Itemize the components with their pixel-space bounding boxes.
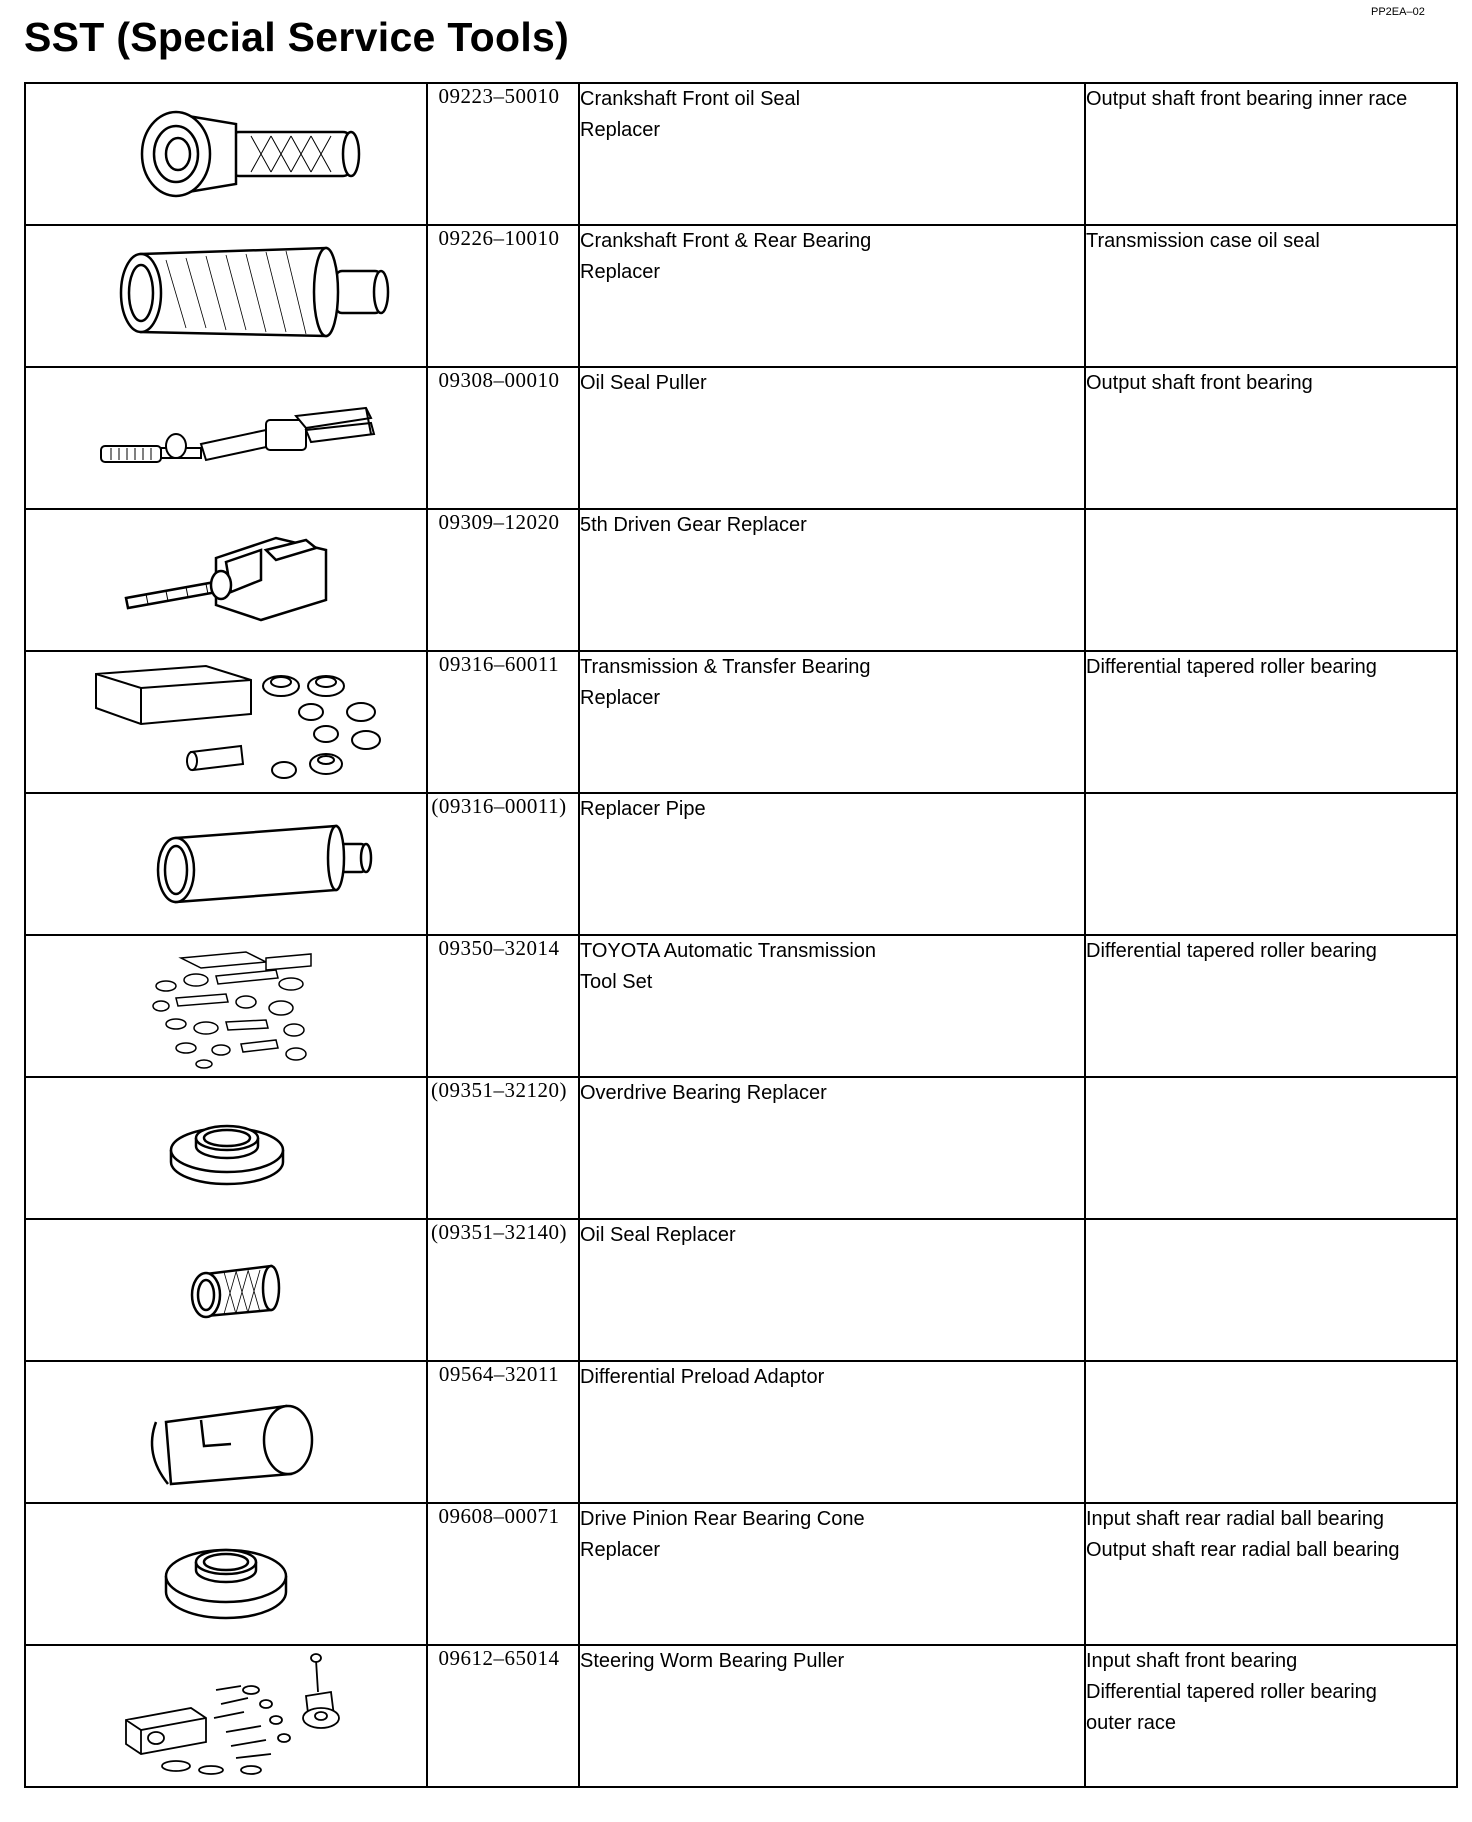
tool-name-line: Overdrive Bearing Replacer — [580, 1082, 827, 1104]
preload-adaptor-icon — [26, 1362, 426, 1502]
part-number: 09612–65014 — [438, 1646, 560, 1670]
tool-name-line: Crankshaft Front & Rear Bearing — [580, 230, 872, 252]
table-row — [25, 509, 1457, 651]
worm-bearing-puller-icon — [26, 1646, 426, 1786]
front-oil-seal-replacer-icon — [26, 84, 426, 224]
page-title: SST (Special Service Tools) — [24, 14, 570, 60]
part-number-cell — [427, 1219, 579, 1361]
usage-cell — [1085, 793, 1457, 935]
table-row — [25, 793, 1457, 935]
tool-name-line: Replacer Pipe — [580, 798, 706, 820]
tool-name-line: Replacer — [580, 261, 661, 283]
bearing-replacer-kit-icon — [26, 652, 426, 792]
bearing-cone-replacer-icon — [26, 1504, 426, 1644]
tool-name-line: Tool Set — [580, 971, 653, 993]
part-number: 09608–00071 — [438, 1504, 560, 1528]
usage-cell — [1085, 1645, 1457, 1787]
tool-illustration-cell — [25, 651, 427, 793]
tool-name-cell — [579, 367, 1085, 509]
tool-name-cell — [579, 1503, 1085, 1645]
driven-gear-replacer-icon — [26, 510, 426, 650]
tool-name-line: Drive Pinion Rear Bearing Cone — [580, 1508, 865, 1530]
part-number: 09309–12020 — [438, 510, 560, 534]
usage-line: Output shaft front bearing inner race — [1086, 88, 1408, 110]
tool-name-line: TOYOTA Automatic Transmission — [580, 940, 877, 962]
part-number-cell — [427, 935, 579, 1077]
tool-illustration-cell — [25, 367, 427, 509]
tool-name-cell — [579, 793, 1085, 935]
usage-cell — [1085, 83, 1457, 225]
usage-cell — [1085, 1077, 1457, 1219]
part-number: 09564–32011 — [438, 1362, 560, 1386]
part-number: (09351–32140) — [431, 1220, 567, 1244]
tool-illustration-cell — [25, 83, 427, 225]
tool-name-line: Oil Seal Puller — [580, 372, 707, 394]
part-number: (09316–00011) — [431, 794, 567, 818]
part-number-cell — [427, 509, 579, 651]
tool-set-icon — [26, 936, 426, 1076]
tool-name-line: Oil Seal Replacer — [580, 1224, 736, 1246]
part-number-cell — [427, 1077, 579, 1219]
bearing-replacer-icon — [26, 226, 426, 366]
tool-name-line: Replacer — [580, 687, 661, 709]
part-number: 09226–10010 — [438, 226, 560, 250]
usage-line: Differential tapered roller bearing — [1086, 656, 1377, 678]
usage-line: Differential tapered roller bearing — [1086, 940, 1377, 962]
usage-cell — [1085, 225, 1457, 367]
tool-illustration-cell — [25, 1077, 427, 1219]
tool-name-line: 5th Driven Gear Replacer — [580, 514, 807, 536]
usage-line: Output shaft rear radial ball bearing — [1086, 1539, 1400, 1561]
table-row — [25, 83, 1457, 225]
tool-name-line: Replacer — [580, 1539, 661, 1561]
tool-name-cell — [579, 1361, 1085, 1503]
usage-cell — [1085, 1219, 1457, 1361]
tool-name-cell — [579, 651, 1085, 793]
part-number-cell — [427, 793, 579, 935]
replacer-pipe-icon — [26, 794, 426, 934]
part-number-cell — [427, 225, 579, 367]
part-number: 09223–50010 — [438, 84, 560, 108]
table-row — [25, 935, 1457, 1077]
tool-name-cell — [579, 1645, 1085, 1787]
tool-name-cell — [579, 509, 1085, 651]
tool-name-line: Transmission & Transfer Bearing — [580, 656, 871, 678]
overdrive-bearing-replacer-icon — [26, 1078, 426, 1218]
tool-illustration-cell — [25, 793, 427, 935]
table-row — [25, 651, 1457, 793]
tool-illustration-cell — [25, 1361, 427, 1503]
usage-line: Input shaft rear radial ball bearing — [1086, 1508, 1384, 1530]
table-row — [25, 1503, 1457, 1645]
table-row — [25, 1645, 1457, 1787]
oil-seal-replacer-icon — [26, 1220, 426, 1360]
tool-name-cell — [579, 83, 1085, 225]
usage-cell — [1085, 935, 1457, 1077]
tool-name-line: Replacer — [580, 119, 661, 141]
usage-line: outer race — [1086, 1712, 1177, 1734]
part-number-cell — [427, 83, 579, 225]
part-number: 09308–00010 — [438, 368, 560, 392]
table-row — [25, 1077, 1457, 1219]
tool-illustration-cell — [25, 509, 427, 651]
tool-illustration-cell — [25, 1503, 427, 1645]
usage-cell — [1085, 651, 1457, 793]
oil-seal-puller-icon — [26, 368, 426, 508]
usage-line: Transmission case oil seal — [1086, 230, 1320, 252]
part-number-cell — [427, 651, 579, 793]
part-number-cell — [427, 1503, 579, 1645]
sst-table — [24, 82, 1458, 1788]
table-row — [25, 225, 1457, 367]
usage-line: Output shaft front bearing — [1086, 372, 1313, 394]
part-number-cell — [427, 1361, 579, 1503]
usage-cell — [1085, 509, 1457, 651]
usage-line: Differential tapered roller bearing — [1086, 1681, 1377, 1703]
part-number-cell — [427, 367, 579, 509]
tool-illustration-cell — [25, 225, 427, 367]
tool-name-cell — [579, 1219, 1085, 1361]
part-number: 09316–60011 — [438, 652, 560, 676]
tool-name-cell — [579, 225, 1085, 367]
part-number: 09350–32014 — [438, 936, 560, 960]
tool-illustration-cell — [25, 1219, 427, 1361]
tool-name-line: Steering Worm Bearing Puller — [580, 1650, 845, 1672]
tool-name-line: Crankshaft Front oil Seal — [580, 88, 801, 110]
table-row — [25, 367, 1457, 509]
tool-name-cell — [579, 935, 1085, 1077]
usage-cell — [1085, 1503, 1457, 1645]
usage-line: Input shaft front bearing — [1086, 1650, 1298, 1672]
tool-name-cell — [579, 1077, 1085, 1219]
part-number-cell — [427, 1645, 579, 1787]
tool-illustration-cell — [25, 935, 427, 1077]
document-code: PP2EA–02 — [1371, 6, 1425, 18]
table-row — [25, 1361, 1457, 1503]
table-row — [25, 1219, 1457, 1361]
usage-cell — [1085, 367, 1457, 509]
usage-cell — [1085, 1361, 1457, 1503]
tool-name-line: Differential Preload Adaptor — [580, 1366, 825, 1388]
tool-illustration-cell — [25, 1645, 427, 1787]
part-number: (09351–32120) — [431, 1078, 567, 1102]
